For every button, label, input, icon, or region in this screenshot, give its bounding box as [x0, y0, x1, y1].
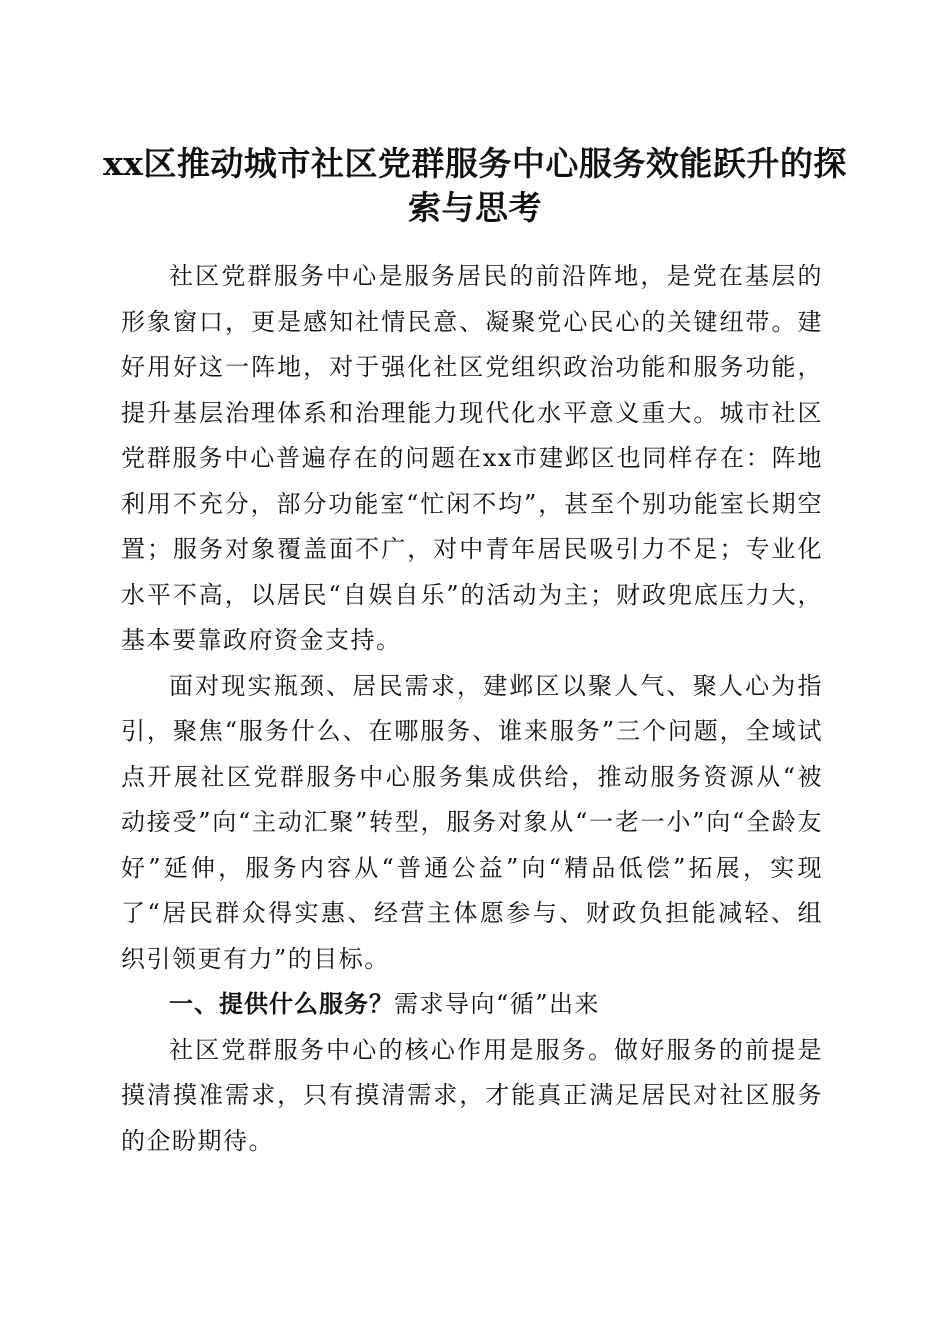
document-title: xx区推动城市社区党群服务中心服务效能跃升的探索与思考	[103, 144, 847, 227]
document-body	[121, 254, 823, 1164]
approach-paragraph: 面对现实瓶颈、居民需求，建邺区以聚人气、聚人心为指引，聚焦“服务什么、在哪服务、谁来服务”三个问题，全域试点开展社区党群服务中心服务集成供给，推动服务资源从“被动接受”向“主动汇聚”转型，服务对象从“一老一小”向“全龄友好”延伸，服务内容从“普通公益”向“精品低偿”拓展，实现了“居民群众得实惠、经营主体愿参与、财政负担能减轻、组织引领更有力”的目标。	[121, 671, 823, 973]
section-heading-rest: 需求导向“循”出来	[394, 990, 601, 1018]
section-heading-lead: 一、提供什么服务？	[169, 990, 394, 1018]
intro-paragraph: 社区党群服务中心是服务居民的前沿阵地，是党在基层的形象窗口，更是感知社情民意、凝聚党心民心的关键纽带。建好用好这一阵地，对于强化社区党组织政治功能和服务功能，提升基层治理体系和治理能力现代化水平意义重大。城市社区党群服务中心普遍存在的问题在xx市建邺区也同样存在：阵地利用不充分，部分功能室“忙闲不均”，甚至个别功能室长期空置；服务对象覆盖面不广，对中青年居民吸引力不足；专业化水平不高，以居民“自娱自乐”的活动为主；财政兜底压力大，基本要靠政府资金支持。	[121, 262, 823, 654]
section-paragraph: 社区党群服务中心的核心作用是服务。做好服务的前提是摸清摸准需求，只有摸清需求，才能真正满足居民对社区服务的企盼期待。	[121, 1035, 823, 1155]
section-heading	[121, 982, 823, 1028]
